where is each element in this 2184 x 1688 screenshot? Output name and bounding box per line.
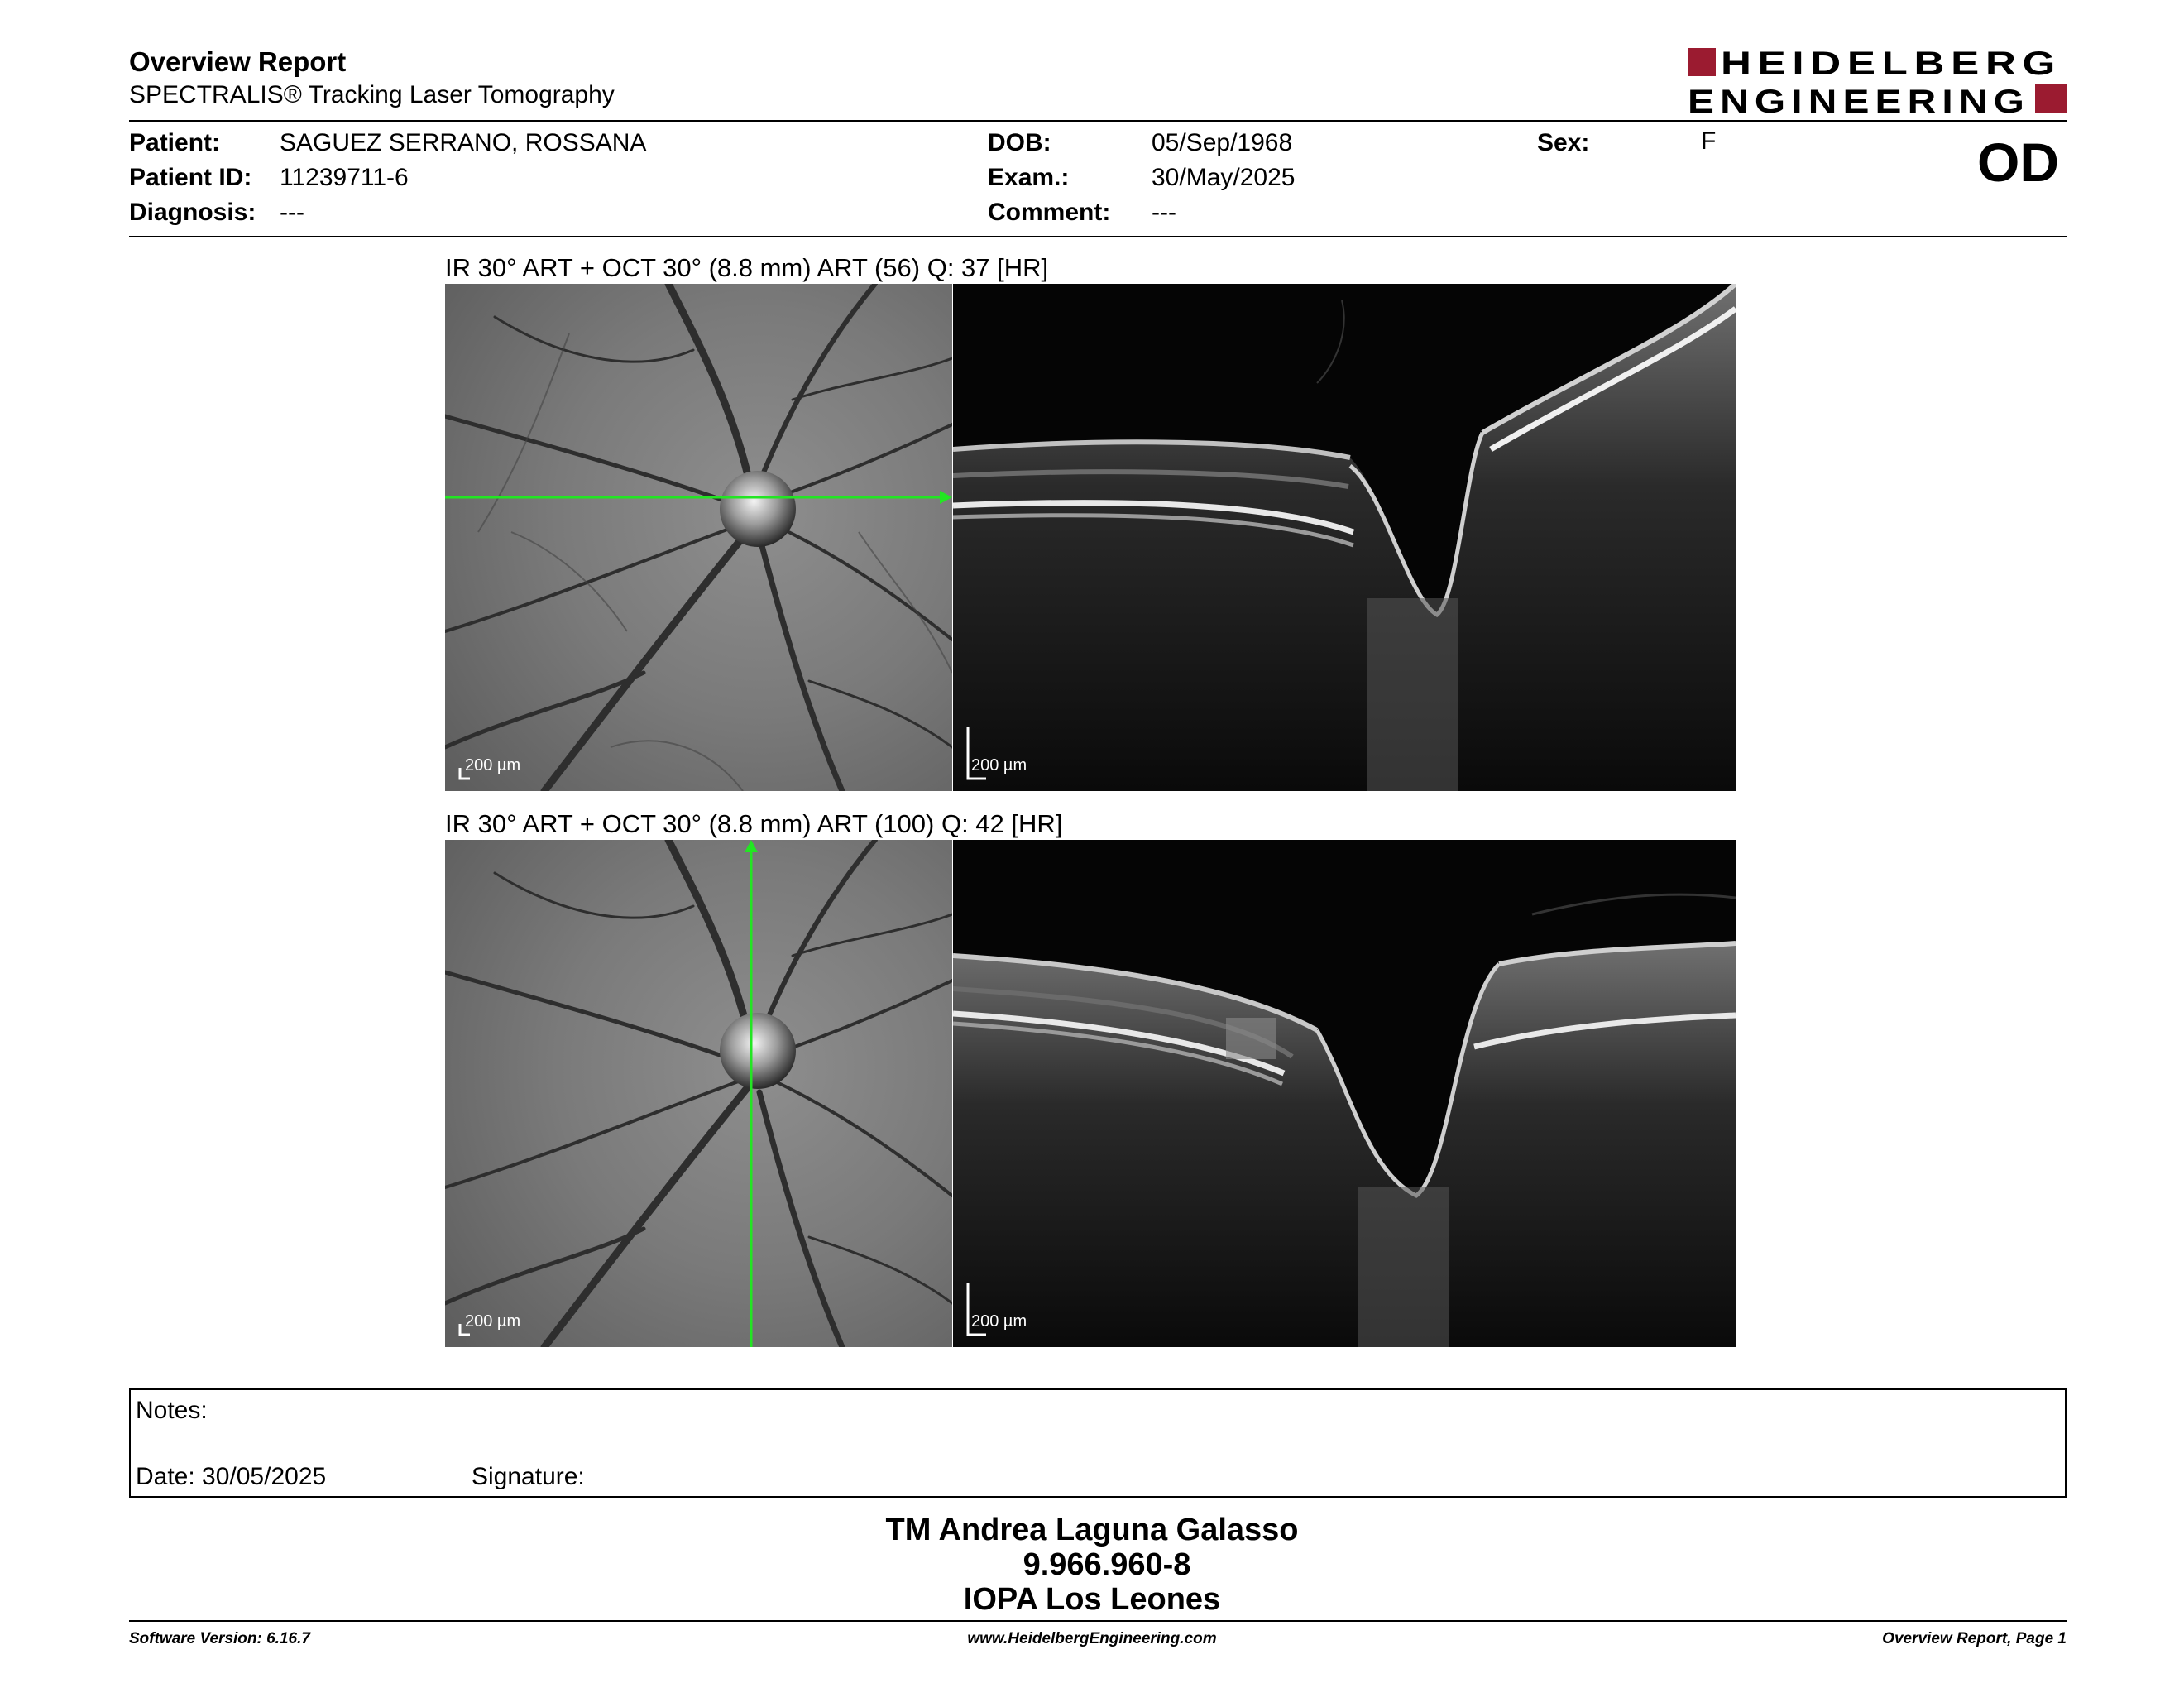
report-title: Overview Report (129, 46, 347, 77)
website-link[interactable]: www.HeidelbergEngineering.com (967, 1630, 1217, 1647)
notes-box (129, 1388, 2067, 1498)
patient-id-label: Patient ID: (129, 164, 252, 191)
notes-date: Date: 30/05/2025 (136, 1463, 327, 1490)
header-divider (129, 120, 2067, 122)
dob-value: 05/Sep/1968 (1152, 129, 1293, 156)
software-version: Software Version: 6.16.7 (129, 1630, 310, 1647)
scan-1-caption: IR 30° ART + OCT 30° (8.8 mm) ART (56) Q: 37 [HR] (445, 253, 1049, 282)
scan-1-ir-scale: 200 µm (465, 756, 521, 774)
scan-2-oct-image (953, 840, 1736, 1347)
signer-institution: IOPA Los Leones (963, 1582, 1221, 1617)
signer-name: TM Andrea Laguna Galasso (885, 1513, 1299, 1547)
patient-id-value: 11239711-6 (280, 164, 409, 191)
scan-1-oct-image (953, 284, 1736, 791)
patient-label: Patient: (129, 129, 221, 156)
footer-divider (129, 1620, 2067, 1622)
sex-label: Sex: (1537, 129, 1590, 156)
scan-1-oct-scale: 200 µm (971, 756, 1027, 774)
notes-label: Notes: (136, 1397, 208, 1424)
svg-text:ENGINEERING: ENGINEERING (1688, 84, 2030, 116)
page-label: Overview Report, Page 1 (1882, 1630, 2067, 1647)
scan-2-caption: IR 30° ART + OCT 30° (8.8 mm) ART (100) Q: 42 [HR] (445, 809, 1063, 838)
exam-value: 30/May/2025 (1152, 164, 1296, 191)
diagnosis-value: --- (280, 199, 304, 226)
signature-label: Signature: (472, 1463, 585, 1490)
svg-text:HEIDELBERG: HEIDELBERG (1721, 46, 2062, 82)
scan-2-ir-scale: 200 µm (465, 1312, 521, 1331)
patient-divider (129, 236, 2067, 237)
scan-1-ir-image (445, 284, 952, 791)
dob-label: DOB: (988, 129, 1051, 156)
comment-label: Comment: (988, 199, 1111, 226)
eye-label: OD (1977, 132, 2059, 193)
heidelberg-logo (1688, 46, 2067, 116)
report-subtitle: SPECTRALIS® Tracking Laser Tomography (129, 81, 615, 108)
signer-id: 9.966.960-8 (1023, 1547, 1191, 1582)
comment-value: --- (1152, 199, 1176, 226)
scan-2-oct-scale: 200 µm (971, 1312, 1027, 1331)
diagnosis-label: Diagnosis: (129, 199, 256, 226)
patient-name: SAGUEZ SERRANO, ROSSANA (280, 129, 647, 156)
scan-2-ir-image (445, 840, 952, 1347)
exam-label: Exam.: (988, 164, 1070, 191)
sex-value: F (1701, 127, 1717, 155)
